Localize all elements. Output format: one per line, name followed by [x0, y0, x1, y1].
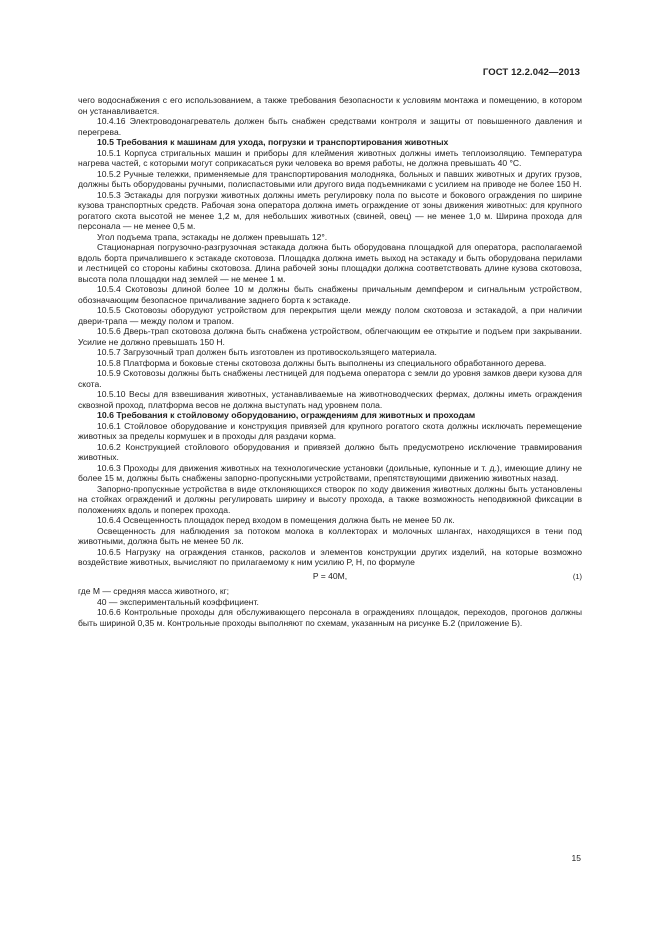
paragraph: 10.6.3 Проходы для движения животных на технологические установки (доильные, купонные и т. д.), имеющие длину не более 15 м, должны быть снабжены запорно-пропускными устройствами, препятствующими движению животных назад. [78, 462, 582, 483]
paragraph: 10.6.6 Контрольные проходы для обслуживающего персонала в ограждениях площадок, переходов, прогонов должны быть шириной 0,35 м. Контрольные проходы выполняют по схемам, указанным на рисунке Б.2 (приложение Б). [78, 607, 582, 628]
paragraph: 10.5.5 Скотовозы оборудуют устройством для перекрытия щели между полом скотовоза и эстакадой, а при наличии двери-трапа — между полом и трапом. [78, 305, 582, 326]
paragraph: Стационарная погрузочно-разгрузочная эстакада должна быть оборудована площадкой для оператора, располагаемой вдоль борта причалившего к эстакаде скотовоза. Площадка должна иметь выход на эстакаду и быть оборудована перилами и лестницей со стороны кабины скотовоза. Длина рабочей зоны площадки должна соответствовать длине кузова скотовоза, высота пола площадки над землей — не менее 1 м. [78, 242, 582, 284]
paragraph: 10.6.4 Освещенность площадок перед входом в помещения должна быть не менее 50 лк. [97, 515, 455, 525]
paragraph: Угол подъема трапа, эстакады не должен превышать 12°. [97, 231, 328, 242]
paragraph: 10.6.5 Нагрузку на ограждения станков, расколов и элементов конструкции других изделий, на которые возможно воздействие животных, вычисляют по прилагаемому к ним усилию P, Н, по формуле [78, 546, 582, 567]
paragraph: Освещенность для наблюдения за потоком молока в коллекторах и молочных шлангах, находящихся в тени под животными, должна быть не менее 50 лк. [78, 525, 582, 546]
paragraph: 10.5.9 Скотовозы должны быть снабжены лестницей для подъема оператора с земли до уровня замков двери кузова для скота. [78, 368, 582, 389]
paragraph: 10.6.1 Стойловое оборудование и конструкция привязей для крупного рогатого скота должны исключать перемещение животных за пределы кормушек и в проходы для раздачи корма. [78, 420, 582, 441]
document-header: ГОСТ 12.2.042—2013 [482, 67, 580, 78]
document-body [78, 95, 582, 628]
formula-legend: где M — средняя масса животного, кг; [78, 586, 230, 596]
paragraph: 10.6.2 Конструкцией стойлового оборудования и привязей должно быть предусмотрено исключение травмирования животных. [78, 441, 582, 462]
formula: P = 40M, [312, 571, 348, 581]
paragraph: Запорно-пропускные устройства в виде отклоняющихся створок по ходу движения животных должны быть установлены на стойках ограждений и должны регулировать ширину и высоту прохода, а также возможность неподвижной фиксации в положениях вдоль и поперек прохода. [78, 483, 582, 515]
equation-number: (1) [572, 572, 582, 581]
paragraph: 10.5.2 Ручные тележки, применяемые для транспортирования молодняка, больных и павших животных и других грузов, должны быть оборудованы ручными, полиспастовыми или другого вида подъемниками с усилием на приводе не более 150 Н. [78, 168, 582, 189]
section-heading-10-5: 10.5 Требования к машинам для ухода, погрузки и транспортирования животных [97, 137, 449, 147]
paragraph: 10.5.4 Скотовозы длиной более 10 м должны быть снабжены причальным демпфером и сигнальным устройством, обозначающим безопасное причаливание заднего борта к эстакаде. [78, 284, 582, 305]
formula-row [78, 571, 582, 583]
paragraph: чего водоснабжения с его использованием, а также требования безопасности к условиям монтажа и помещению, в котором он устанавливается. [78, 95, 582, 116]
paragraph: 10.5.6 Дверь-трап скотовоза должна быть снабжена устройством, облегчающим ее открытие и подъем при закрывании. Усилие не должно превышать 150 Н. [78, 326, 582, 347]
paragraph: 10.4.16 Электроводонагреватель должен быть снабжен средствами контроля и защиты от повышенного давления и перегрева. [78, 116, 582, 137]
paragraph: 10.5.10 Весы для взвешивания животных, устанавливаемые на животноводческих фермах, должны иметь ограждения сквозной проход, платформа весов не должна выступать над уровнем пола. [78, 389, 582, 410]
paragraph: 10.5.3 Эстакады для погрузки животных должны иметь регулировку пола по высоте и бокового ограждения по ширине кузова транспортных средств. Рабочая зона оператора должна иметь ограждение от зоны движения животных: для крупного рогатого скота высотой не менее 1,2 м, для небольших животных (свиней, овец) — не менее 1,0 м. Ширина прохода для персонала — не менее 0,5 м. [78, 189, 582, 231]
paragraph: 10.5.1 Корпуса стригальных машин и приборы для клеймения животных должны иметь теплоизоляцию. Температура нагрева частей, с которыми могут соприкасаться руки человека во время работы, не должна превышать 40 °С. [78, 147, 582, 168]
paragraph: 10.5.7 Загрузочный трап должен быть изготовлен из противоскользящего материала. [97, 347, 437, 357]
page-number: 15 [571, 853, 581, 863]
formula-legend: 40 — экспериментальный коэффициент. [97, 596, 259, 607]
section-heading-10-6: 10.6 Требования к стойловому оборудованию, ограждениям для животных и проходам [97, 410, 476, 420]
paragraph: 10.5.8 Платформа и боковые стены скотовоза должны быть выполнены из специального обработанного дерева. [97, 357, 547, 368]
